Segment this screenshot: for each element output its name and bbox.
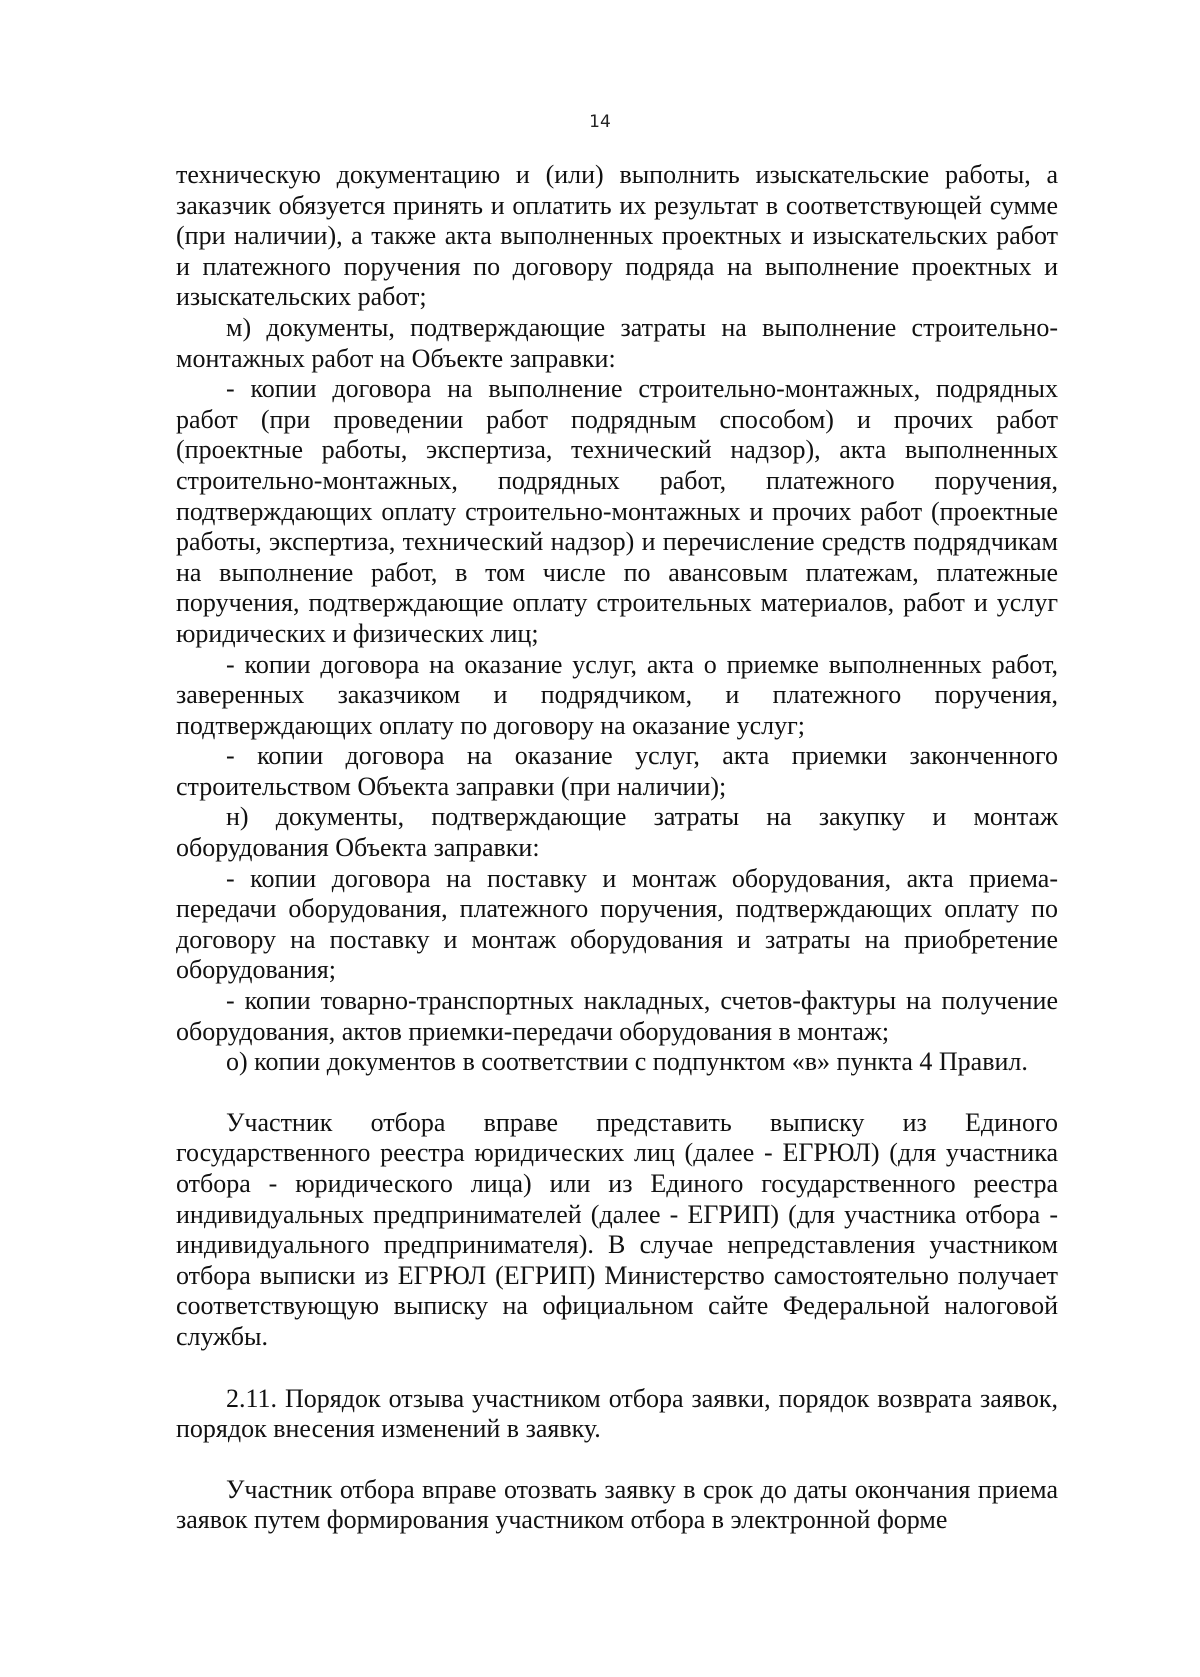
section-heading-2-11: 2.11. Порядок отзыва участником отбора заявки, порядок возврата заявок, порядок внесения изменений в заявку. bbox=[176, 1383, 1058, 1444]
page-number: 14 bbox=[589, 112, 611, 132]
paragraph-item-m: м) документы, подтверждающие затраты на выполнение строительно-монтажных работ на Объекте заправки: bbox=[176, 312, 1058, 373]
document-text bbox=[176, 160, 1058, 1536]
paragraph-egrul-extract: Участник отбора вправе представить выписку из Единого государственного реестра юридических лиц (далее - ЕГРЮЛ) (для участника отбора - юридического лица) или из Единого государственного реестра индивидуальных предпринимателей (далее - ЕГРИП) (для участника отбора - индивидуального предпринимателя). В случае непредставления участником отбора выписки из ЕГРЮЛ (ЕГРИП) Министерство самостоятельно получает соответствующую выписку на официальном сайте Федеральной налоговой службы. bbox=[176, 1107, 1058, 1351]
paragraph-continuation: техническую документацию и (или) выполнить изыскательские работы, а заказчик обязуется принять и оплатить их результат в соответствующей сумме (при наличии), а также акта выполненных проектных и изыскательских работ и платежного поручения по договору подряда на выполнение проектных и изыскательских работ; bbox=[176, 160, 1058, 312]
paragraph-equipment-contracts: - копии договора на поставку и монтаж оборудования, акта приема-передачи оборудования, платежного поручения, подтверждающих оплату по договору на поставку и монтаж оборудования и затраты на приобретение оборудования; bbox=[176, 863, 1058, 985]
paragraph-item-o: о) копии документов в соответствии с подпунктом «в» пункта 4 Правил. bbox=[226, 1047, 1028, 1077]
paragraph-item-n: н) документы, подтверждающие затраты на закупку и монтаж оборудования Объекта заправки: bbox=[176, 802, 1058, 863]
paragraph-withdrawal: Участник отбора вправе отозвать заявку в срок до даты окончания приема заявок путем формирования участником отбора в электронной форме bbox=[176, 1474, 1058, 1535]
paragraph-waybills: - копии товарно-транспортных накладных, счетов-фактуры на получение оборудования, актов приемки-передачи оборудования в монтаж; bbox=[176, 986, 1058, 1046]
paragraph-construction-contracts: - копии договора на выполнение строительно-монтажных, подрядных работ (при проведении работ подрядным способом) и прочих работ (проектные работы, экспертиза, технический надзор), акта выполненных строительно-монтажных, подрядных работ, платежного поручения, подтверждающих оплату строительно-монтажных и прочих работ (проектные работы, экспертиза, технический надзор) и перечисление средств подрядчикам на выполнение работ, в том числе по авансовым платежам, платежные поручения, подтверждающие оплату строительных материалов, работ и услуг юридических и физических лиц; bbox=[176, 374, 1058, 648]
paragraph-acceptance-act: - копии договора на оказание услуг, акта приемки законченного строительством Объекта заправки (при наличии); bbox=[176, 741, 1058, 801]
paragraph-service-contracts: - копии договора на оказание услуг, акта о приемке выполненных работ, заверенных заказчиком и подрядчиком, и платежного поручения, подтверждающих оплату по договору на оказание услуг; bbox=[176, 649, 1058, 740]
